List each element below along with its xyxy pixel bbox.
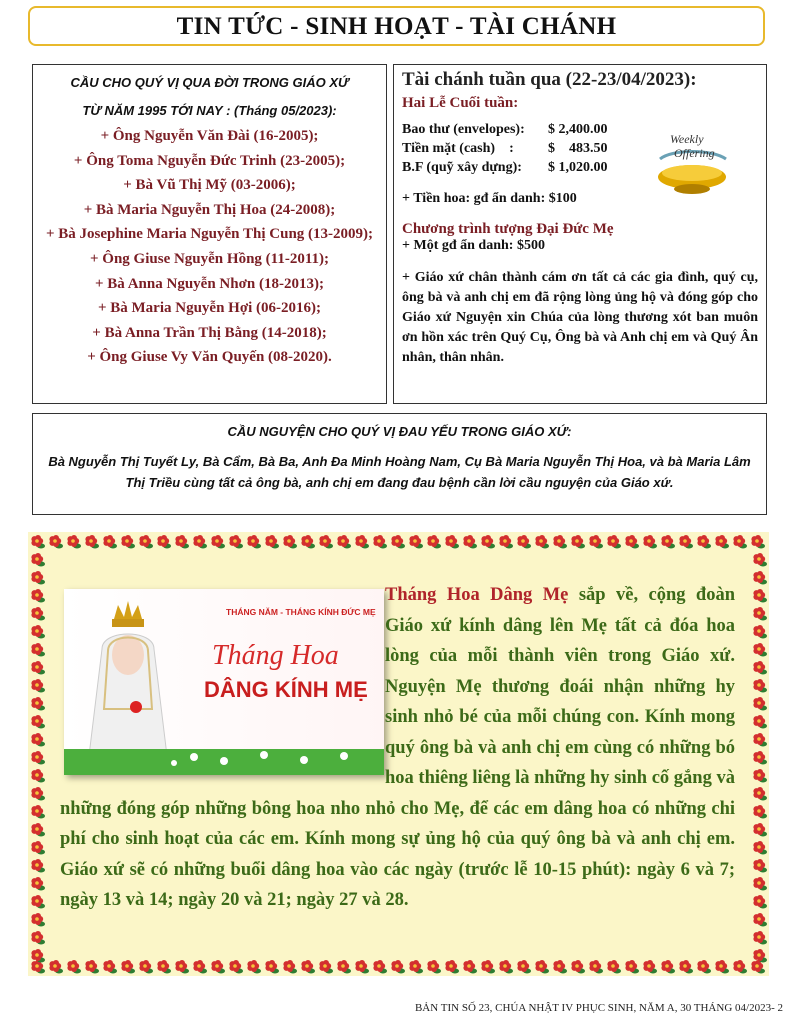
obituary-title: CẦU CHO QUÝ VỊ QUA ĐỜI TRONG GIÁO XỨ xyxy=(70,75,349,90)
finance-table xyxy=(402,120,608,177)
finance-amount: $ 2,400.00 xyxy=(548,122,608,137)
obituary-name: + Ông Giuse Nguyễn Hồng (11-2011); xyxy=(90,250,329,267)
weekly-offering-icon xyxy=(652,131,732,197)
offering-line1: Weekly xyxy=(670,132,704,146)
statue-heading: Chương trình tượng Đại Đức Mẹ xyxy=(402,221,614,237)
finance-box xyxy=(393,64,767,404)
weekend-heading: Hai Lễ Cuối tuần: xyxy=(402,95,519,111)
image-main-text: DÂNG KÍNH MẸ xyxy=(204,677,368,702)
finance-amount: $ 1,020.00 xyxy=(548,160,608,175)
sick-title: CẦU NGUYỆN CHO QUÝ VỊ ĐAU YẾU TRONG GIÁO XỨ: xyxy=(227,424,572,439)
finance-label: Tiền mặt (cash) : xyxy=(402,141,514,156)
table-row xyxy=(402,139,608,158)
finance-label: B.F (quỹ xây dựng): xyxy=(402,160,522,175)
thanks-text: + Giáo xứ chân thành cám ơn tất cả các gia đình, quý cụ, ông bà và anh chị em đã rộng lòng ủng hộ và đóng góp cho Giáo xứ Nguyện xin Chúa của lòng thương xót ban muôn ơn hồn xác trên Quý Cụ, Ông bà và Anh chị em và Quý Ân nhân, thân nhân. xyxy=(402,270,758,365)
flower-month-section xyxy=(28,532,769,976)
obituary-name: + Bà Vũ Thị Mỹ (03-2006); xyxy=(123,177,296,194)
statue-gift: + Một gđ ẩn danh: $500 xyxy=(402,238,545,253)
obituary-name: + Ông Nguyễn Văn Đài (16-2005); xyxy=(100,128,319,144)
obituary-name: + Bà Maria Nguyễn Thị Hoa (24-2008); xyxy=(83,201,336,218)
obituary-name: + Ông Toma Nguyễn Đức Trinh (23-2005); xyxy=(73,152,346,169)
table-row xyxy=(402,120,608,139)
obituary-name: + Ông Giuse Vy Văn Quyến (08-2020). xyxy=(87,349,332,366)
sick-text: Bà Nguyễn Thị Tuyết Ly, Bà Cẩm, Bà Ba, Anh Đa Minh Hoàng Nam, Cụ Bà Maria Nguyễn Thị Hoa, và bà Maria Lâm Thị Triều cùng tất cả ông bà, anh chị em đang đau bệnh cần lời cầu nguyện của Giáo xứ. xyxy=(48,454,751,490)
page-footer: BẢN TIN SỐ 23, CHÚA NHẬT IV PHỤC SINH, NĂM A, 30 THÁNG 04/2023- 2 xyxy=(414,1002,783,1014)
obituary-name: + Bà Josephine Maria Nguyễn Thị Cung (13-2009); xyxy=(45,226,374,243)
finance-amount: $ 483.50 xyxy=(548,141,608,156)
finance-title: Tài chánh tuần qua (22-23/04/2023): xyxy=(402,69,697,90)
image-top-text: THÁNG NĂM - THÁNG KÍNH ĐỨC MẸ xyxy=(226,607,376,617)
obituary-name: + Bà Maria Nguyễn Hợi (06-2016); xyxy=(97,300,322,317)
obituary-name: + Bà Anna Nguyễn Nhơn (18-2013); xyxy=(95,275,324,292)
flower-month-body: sắp về, cộng đoàn Giáo xứ kính dâng lên Mẹ tất cả đóa hoa lòng của mỗi thành viên trong Giáo xứ. Nguyện Mẹ thương đoái nhận những hy sinh nhỏ bé của mỗi chúng con. Kính mong quý ông bà và anh chị em cùng có những bó hoa thiêng liêng là những hy sinh cố gắng và những đóng góp những bông hoa nho nhỏ cho Mẹ, để các em dâng hoa có những chi phí cho sinh hoạt của các em. Kính mong sự ủng hộ của quý ông bà và anh chị em. Giáo xứ sẽ có những buổi dâng hoa vào các ngày (trước lễ 10-15 phút): ngày 6 và 7; ngày 13 và 14; ngày 20 và 21; ngày 27 và 28. xyxy=(60,585,735,910)
obituary-subtitle: TỪ NĂM 1995 TỚI NAY : (Tháng 05/2023): xyxy=(82,103,337,118)
flower-money: + Tiền hoa: gđ ẩn danh: $100 xyxy=(402,191,577,206)
sick-prayer-box xyxy=(32,413,767,515)
obituary-box xyxy=(32,64,387,404)
obituary-name: + Bà Anna Trần Thị Bằng (14-2018); xyxy=(92,324,327,341)
section-banner xyxy=(28,6,765,46)
image-script-text: Tháng Hoa xyxy=(212,640,339,671)
offering-line2: Offering xyxy=(674,146,715,160)
finance-label: Bao thư (envelopes): xyxy=(402,122,525,137)
table-row xyxy=(402,158,608,177)
section-title: TIN TỨC - SINH HOẠT - TÀI CHÁNH xyxy=(176,13,617,40)
flower-month-text xyxy=(60,580,735,916)
flower-month-lead: Tháng Hoa Dâng Mẹ xyxy=(385,585,569,605)
